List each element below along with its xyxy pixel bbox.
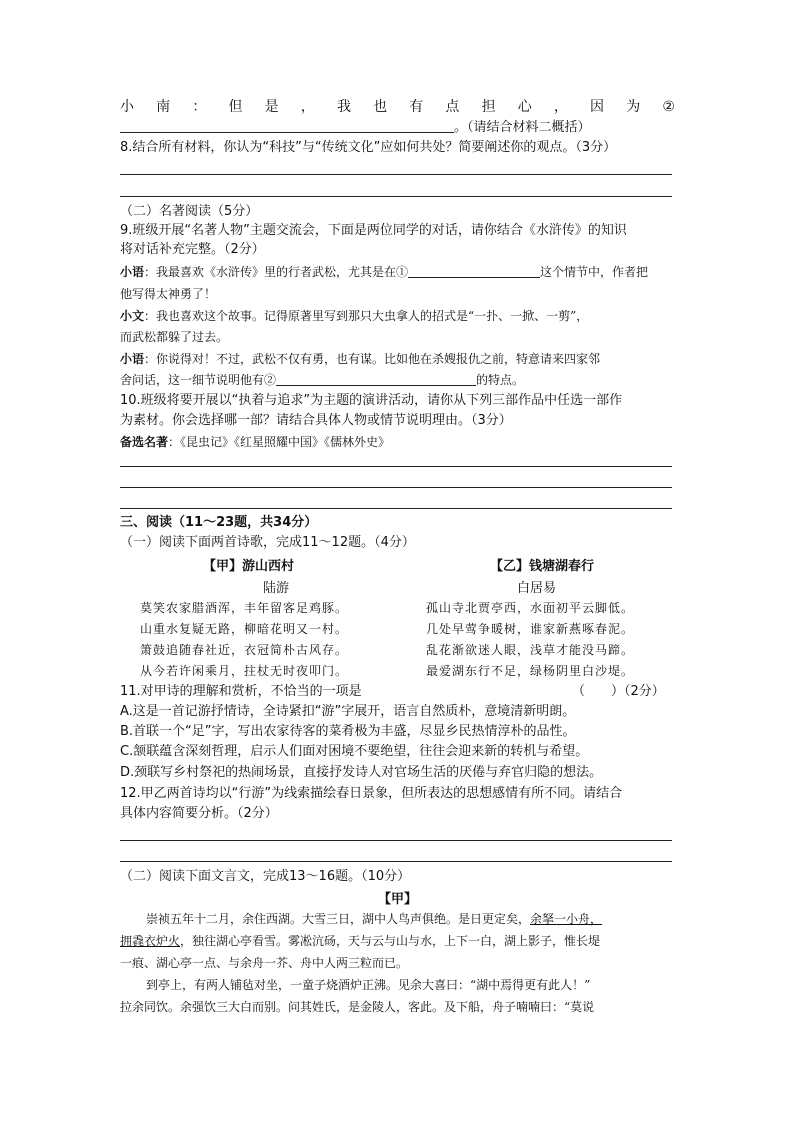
q11-option-b: B.首联一个“足”字，写出农家待客的菜肴极为丰盛，尽显乡民热情淳朴的品性。	[120, 724, 576, 739]
speaker-name: 小文	[120, 309, 145, 323]
section-title: 三、阅读（11～23题，共34分）	[120, 515, 318, 530]
dialogue-text: 这个情节中，作者把	[540, 265, 649, 279]
q12-stem-line2: 具体内容简要分析。（2分）	[120, 806, 278, 821]
passage-line	[146, 910, 602, 928]
dialogue-text: ：你说得对！不过，武松不仅有勇，也有谋。比如他在杀嫂报仇之前，特意请来四家邻	[144, 352, 601, 366]
books-titles: ：《昆虫记》《红星照耀中国》《儒林外史》	[168, 435, 391, 449]
q9-blank-2[interactable]	[276, 371, 476, 386]
section-subheading: （一）阅读下面两首诗歌，完成11～12题。（4分）	[120, 535, 415, 550]
poem-a-line: 山重水复疑无路，柳暗花明又一村。	[140, 622, 349, 636]
section-heading	[120, 514, 317, 532]
passage-line: 一痕、湖心亭一点、与余舟一芥、舟中人两三粒而已。	[120, 956, 409, 970]
q7-char: 心	[517, 99, 532, 115]
passage-title: 【甲】	[377, 892, 417, 907]
q11-option-c: C.颔联蕴含深刻哲理，启示人们面对困境不要绝望，往往会迎来新的转机与希望。	[120, 744, 589, 759]
passage-text: 崇祯五年十二月，余住西湖。大雪三日，湖中人鸟声俱绝。是日更定矣，	[146, 912, 531, 926]
poem-b-title: 【乙】钱塘湖春行	[490, 559, 595, 574]
answer-rule[interactable]	[120, 174, 672, 175]
q10-stem-line2: 为素材。你会选择哪一部？请结合具体人物或情节说明理由。（3分）	[120, 413, 512, 428]
q11-stem: 11.对甲诗的理解和赏析，不恰当的一项是	[120, 684, 362, 699]
dialogue-line	[120, 263, 648, 281]
answer-rule[interactable]	[120, 466, 672, 467]
section-subheading: （二）阅读下面文言文，完成13～16题。（10分）	[120, 869, 411, 884]
q7-char: ②	[662, 99, 675, 115]
poem-b-line: 最爱湖东行不足，绿杨阴里白沙堤。	[426, 664, 635, 678]
dialogue-line: 他写得太神勇了！	[120, 287, 217, 301]
q7-char: 我	[336, 99, 351, 115]
speaker-name: 小语	[120, 352, 145, 366]
q11-answer-paren[interactable]: （ ）（2分）	[572, 684, 665, 699]
dialogue-text: 的特点。	[476, 373, 525, 387]
poem-a-line: 莫笑农家腊酒浑，丰年留客足鸡豚。	[140, 601, 349, 615]
q7-char: 也	[373, 99, 388, 115]
q11-option-a: A.这是一首记游抒情诗，全诗紧扣“游”字展开，语言自然质朴，意境清新明朗。	[120, 704, 576, 719]
q7-note: 。（请结合材料二概括）	[454, 120, 591, 135]
q7-char: 小	[120, 99, 134, 115]
q7-char: 但	[228, 99, 243, 115]
underlined-text: 拥毳衣炉火	[120, 934, 181, 948]
q7-char: ，	[300, 99, 315, 115]
answer-rule[interactable]	[120, 196, 672, 197]
section-heading: （二）名著阅读（5分）	[120, 204, 259, 219]
dialogue-text: 舍问话，这一细节说明他有②	[120, 373, 277, 387]
poem-b-line: 乱花渐欲迷人眼，浅草才能没马蹄。	[426, 643, 635, 657]
q11-option-d: D.颈联写乡村祭祀的热闹场景，直接抒发诗人对官场生活的厌倦与弃官归隐的想法。	[120, 765, 603, 780]
dialogue-line: 而武松都躲了过去。	[120, 330, 229, 344]
q7-char: 是	[264, 99, 279, 115]
q7-char: 为	[626, 99, 641, 115]
answer-rule[interactable]	[120, 508, 672, 509]
q9-blank-1[interactable]	[408, 263, 540, 278]
q7-char: ，	[553, 99, 568, 115]
dialogue-text: ：我也喜欢这个故事。记得原著里写到那只大虫拿人的招式是“一扑、一掀、一剪”，	[144, 309, 589, 323]
poem-a-line: 箫鼓追随春社近，衣冠简朴古风存。	[140, 643, 349, 657]
q7-char: 担	[481, 99, 496, 115]
q10-stem-line1: 10.班级将要开展以“执着与追求”为主题的演讲活动，请你从下列三部作品中任选一部作	[120, 393, 623, 408]
q7-char: 因	[590, 99, 605, 115]
q12-stem-line1: 12.甲乙两首诗均以“行游”为线索描绘春日景象，但所表达的思想感情有所不同。请结合	[120, 786, 623, 801]
q7-blank-line	[120, 118, 591, 137]
passage-line: 到亭上，有两人铺毡对坐，一童子烧酒炉正沸。见余大喜曰：“湖中焉得更有此人！”	[146, 978, 591, 992]
answer-rule[interactable]	[120, 861, 672, 862]
q7-char: 有	[409, 99, 424, 115]
poem-b-line: 几处早莺争暖树，谁家新燕啄春泥。	[426, 622, 635, 636]
poem-a-line: 从今若许闲乘月，拄杖无时夜叩门。	[140, 664, 349, 678]
poem-a-author: 陆游	[263, 581, 290, 596]
q7-answer-blank[interactable]	[120, 118, 454, 133]
dialogue-line	[120, 371, 524, 389]
passage-line	[120, 932, 600, 950]
q8-question: 8.结合所有材料，你认为“科技”与“传统文化”应如何共处？简要阐述你的观点。（3分）	[120, 140, 617, 155]
q7-char: 南	[156, 99, 171, 115]
q9-stem-line1: 9.班级开展“名著人物”主题交流会，下面是两位同学的对话，请你结合《水浒传》的知识	[120, 223, 627, 238]
q9-stem-line2: 将对话补充完整。（2分）	[120, 242, 265, 257]
q7-char: ：	[192, 99, 207, 115]
speaker-name: 小语	[120, 265, 145, 279]
passage-line: 拉余同饮。余强饮三大白而别。问其姓氏，是金陵人，客此。及下船，舟子喃喃曰：“莫说	[120, 1000, 595, 1014]
dialogue-line	[120, 350, 600, 368]
q7-answer-line	[120, 98, 675, 116]
answer-rule[interactable]	[120, 840, 672, 841]
q7-char: 点	[445, 99, 460, 115]
answer-rule[interactable]	[120, 487, 672, 488]
dialogue-line	[120, 307, 588, 325]
underlined-text: 余拏一小舟，	[530, 912, 603, 926]
poem-b-author: 白居易	[517, 581, 557, 596]
book-list	[120, 433, 390, 451]
dialogue-text: ：我最喜欢《水浒传》里的行者武松，尤其是在①	[144, 265, 409, 279]
books-label: 备选名著	[120, 435, 169, 449]
poem-b-line: 孤山寺北贾亭西，水面初平云脚低。	[426, 601, 635, 615]
passage-text: ，独往湖心亭看雪。雾凇沆砀，天与云与山与水，上下一白，湖上影子，惟长堤	[180, 934, 601, 948]
poem-a-title: 【甲】游山西村	[203, 559, 295, 574]
